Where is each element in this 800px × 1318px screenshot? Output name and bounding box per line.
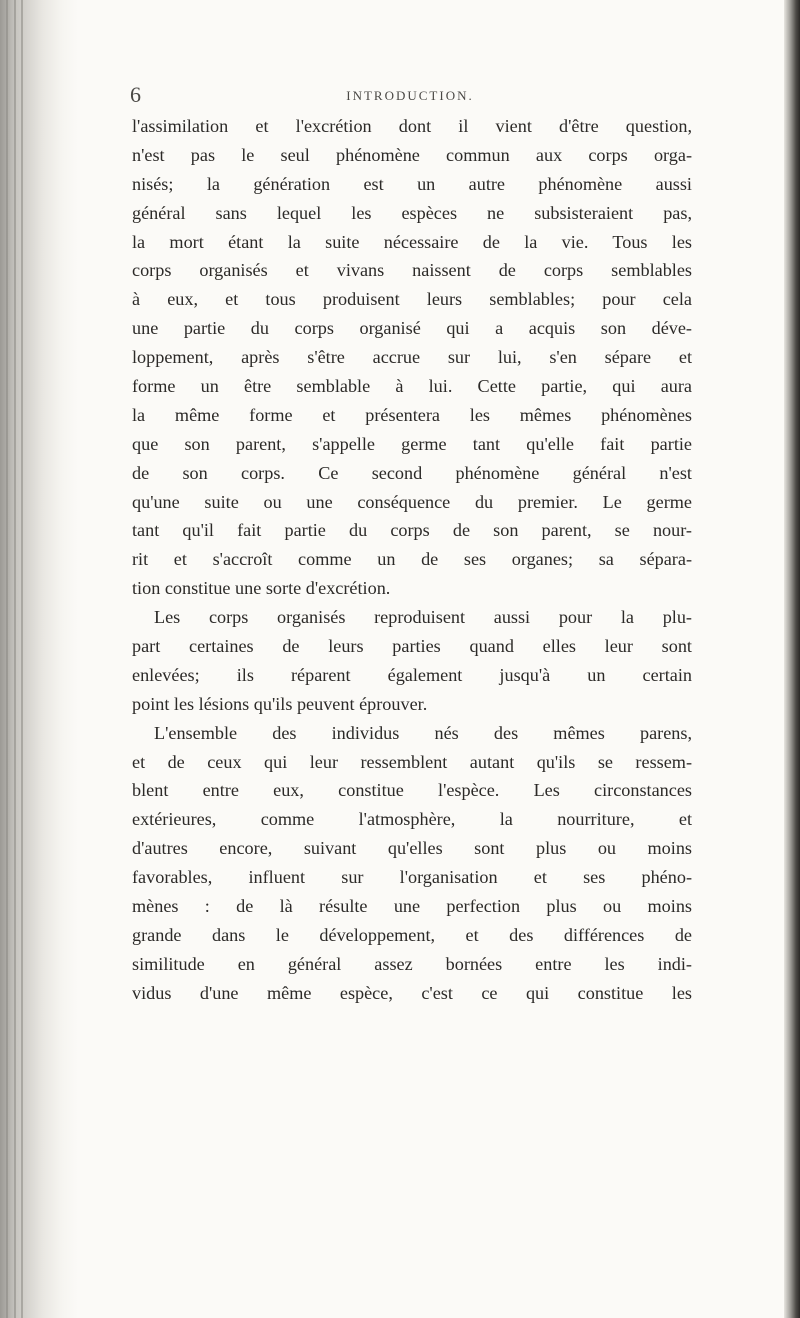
text-line: extérieures, comme l'atmosphère, la nourriture, et (132, 809, 692, 830)
text-line: n'est pas le seul phénomène commun aux corps orga- (132, 144, 692, 165)
text-line: et de ceux qui leur ressemblent autant qu'ils se ressem- (132, 751, 692, 772)
gutter-line (14, 0, 16, 1318)
text-line: la mort étant la suite nécessaire de la vie. Tous les (132, 231, 692, 252)
text-line: tant qu'il fait partie du corps de son parent, se nour- (132, 520, 692, 541)
text-line: similitude en général assez bornées entre les indi- (132, 953, 692, 974)
text-line: que son parent, s'appelle germe tant qu'elle fait partie (132, 433, 692, 454)
gutter-line (6, 0, 8, 1318)
page-header (130, 82, 690, 112)
text-line: enlevées; ils réparent également jusqu'à un certain (132, 664, 692, 685)
page-number: 6 (130, 82, 141, 107)
text-line: forme un être semblable à lui. Cette partie, qui aura (132, 376, 692, 397)
text-line: tion constitue une sorte d'excrétion. (132, 578, 391, 599)
paragraph (132, 719, 692, 1008)
text-line: favorables, influent sur l'organisation et ses phéno- (132, 867, 692, 888)
paragraph (132, 603, 692, 719)
text-line: point les lésions qu'ils peuvent éprouver. (132, 693, 428, 714)
text-line: l'assimilation et l'excrétion dont il vient d'être question, (132, 116, 692, 136)
text-line: à eux, et tous produisent leurs semblables; pour cela (132, 289, 692, 310)
text-line: nisés; la génération est un autre phénomène aussi (132, 173, 692, 194)
text-line: grande dans le développement, et des différences de (132, 924, 692, 945)
text-line: la même forme et présentera les mêmes phénomènes (132, 404, 692, 425)
text-line: loppement, après s'être accrue sur lui, s'en sépare et (132, 347, 692, 368)
text-line: d'autres encore, suivant qu'elles sont plus ou moins (132, 838, 692, 859)
binding-gutter (0, 0, 78, 1318)
running-head: INTRODUCTION. (346, 88, 474, 103)
text-line: une partie du corps organisé qui a acquis son déve- (132, 318, 692, 339)
text-line: de son corps. Ce second phénomène général n'est (132, 462, 692, 483)
text-line: mènes : de là résulte une perfection plus ou moins (132, 896, 692, 917)
text-line: rit et s'accroît comme un de ses organes; sa sépara- (132, 549, 692, 570)
text-line: blent entre eux, constitue l'espèce. Les circonstances (132, 780, 692, 801)
page-edge (784, 0, 800, 1318)
gutter-line (21, 0, 23, 1318)
paragraph (132, 112, 692, 603)
text-line: général sans lequel les espèces ne subsisteraient pas, (132, 202, 692, 223)
text-line: qu'une suite ou une conséquence du premier. Le germe (132, 491, 692, 512)
text-line: part certaines de leurs parties quand elles leur sont (132, 636, 692, 657)
text-line: Les corps organisés reproduisent aussi pour la plu- (154, 607, 692, 628)
body-text (132, 112, 692, 1008)
text-line: vidus d'une même espèce, c'est ce qui constitue les (132, 982, 692, 1003)
text-line: corps organisés et vivans naissent de corps semblables (132, 260, 692, 281)
text-line: L'ensemble des individus nés des mêmes parens, (154, 722, 692, 743)
